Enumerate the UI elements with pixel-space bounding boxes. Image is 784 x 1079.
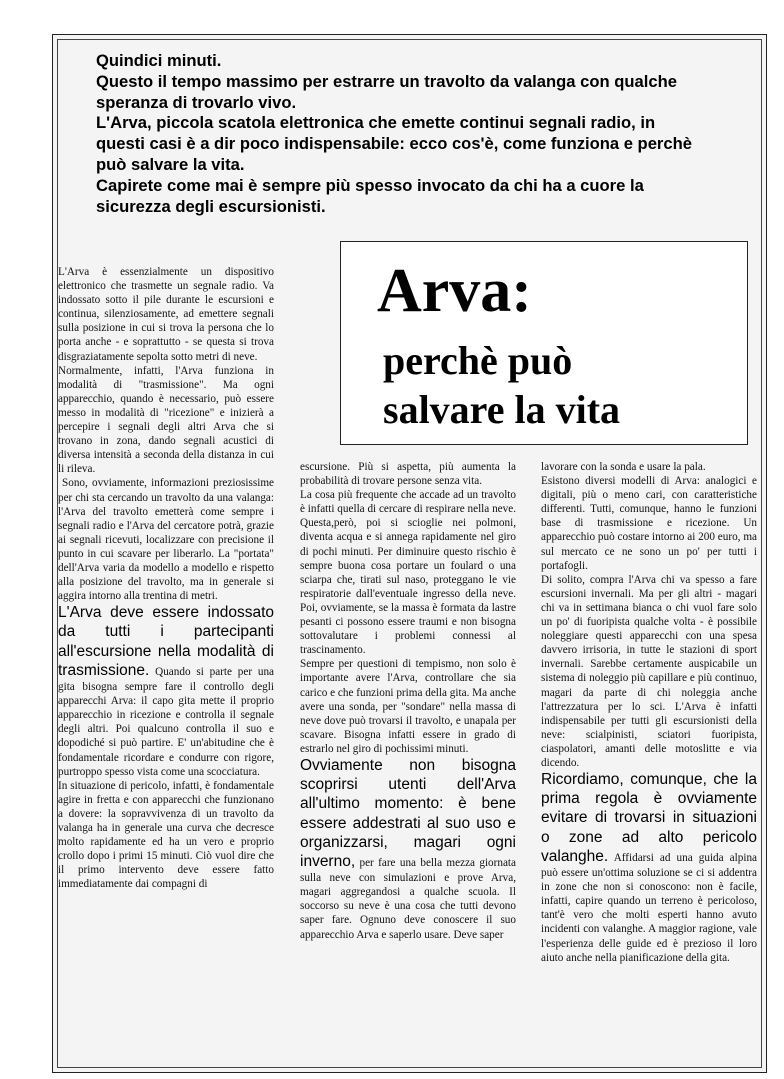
col3-paragraph-4: Affidarsi ad una guida alpina può essere un'ottima soluzione se ci si addentra in zone che non si conoscono: non è facile, infatti, capire quando un terreno è pericoloso, tant'è vero che molti esperti hanno avuto incidenti con valanghe. A maggior ragione, vale l'esperienza delle guide ed è prezioso il loro aiuto anche nella pianificazione della gita. [541,851,757,964]
col1-lead-paragraph [58,603,274,778]
title-box [340,241,748,445]
col3-paragraph-2: Esistono diversi modelli di Arva: analogici e digitali, più o meno cari, con caratteristiche differenti. Tutti, comunque, hanno le funzioni base di trasmissione e ricezione. Un apparecchio può costare intorno ai 200 euro, ma sul mercato ce ne sono un po' per tutti i portafogli. [541,475,757,572]
col2-paragraph-2: La cosa più frequente che accade ad un travolto è infatti quella di cercare di respirare nella neve. Questa,però, poi si scioglie nei polmoni, diventa acqua e si annega rapidamente nel giro di pochi minuti. Per diminuire questo rischio è sempre buona cosa portare un foulard o una sciarpa che, tirati sul naso, proteggano le vie respiratorie dall'eventuale ingresso della neve. Poi, ovviamente, se la massa è formata da lastre pesanti ci possono essere traumi e non bisogna sottovalutare i problemi connessi al trascinamento. [300,489,516,657]
article-title: Arva: [377,257,532,325]
col3-lead-text: Ricordiamo, comunque, che la prima regola è ovviamente evitare di trovarsi in situazioni o zone ad alto pericolo valanghe. [541,771,757,865]
col2-lead-text: Ovviamente non bisogna scoprirsi utenti dell'Arva all'ultimo momento: è bene essere addestrati al suo uso e organizzarsi, magari ogni inverno, [300,756,516,870]
intro-block [96,51,696,217]
col2-lead-paragraph [300,756,516,942]
col1-paragraph-4: Quando si parte per una gita bisogna sempre fare il controllo degli apparecchi Arva: il capo gita mette il proprio apparecchio in ricezione e controlla il segnale degli altri. Poi qualcuno controlla il suo e dopodiché si può partire. E' un'abitudine che è fondamentale ricordare e condurre con rigore, purtroppo spesso vista come una scocciatura. [58,665,275,778]
col3-paragraph-1: lavorare con la sonda e usare la pala. [541,461,706,473]
col1-lead-text: L'Arva deve essere indossato da tutti i partecipanti all'escursione nella modalità di trasmissione. [58,604,274,679]
intro-line-3: L'Arva, piccola scatola elettronica che emette continui segnali radio, in questi casi è a dir poco indispensabile: ecco cos'è, come funziona e perchè può salvare la vita. [96,113,692,174]
subtitle-line-2: salvare la vita [383,387,621,432]
column-2 [300,460,516,942]
col1-paragraph-3: Sono, ovviamente, informazioni preziosissime per chi sta cercando un travolto da una valanga: l'Arva del travolto emetterà come sempre i segnali radio e l'Arva del cercatore potrà, grazie ai segnali ricevuti, localizzare con precisione il punto in cui scavare per liberarlo. La "portata" dell'Arva varia da modello a modello e rispetto alla posizione del travolto, ma in generale si aggira intorno alla trentina di metri. [58,477,274,603]
col3-lead-paragraph [541,770,757,965]
col3-paragraph-3: Di solito, compra l'Arva chi va spesso a fare escursioni invernali. Ma per gli altri - magari chi va in settimana bianca o chi vuol fare solo un po' di fuoripista qualche volta - è possibile noleggiare questi apparecchi con una spesa davvero irrisoria, in tutte le stazioni di sport invernali. Sarebbe certamente auspicabile un sistema di noleggio più capillare e più continuo, magari da parte di chi noleggia anche l'attrezzatura per lo sci. L'Arva è infatti indispensabile per tutti gli escursionisti della neve: scialpinisti, sciatori fuoripista, ciaspolatori, amanti delle motoslitte e via dicendo. [541,573,757,769]
col1-paragraph-1: L'Arva è essenzialmente un dispositivo elettronico che trasmette un segnale radio. Va indossato sotto il pile durante le escursioni e continua, silenziosamente, ad emettere segnali sulla posizione in cui si trova la persona che lo porta anche - e soprattutto - se questa si trova disgraziatamente sepolta sotto metri di neve. [58,266,274,363]
col1-paragraph-2: Normalmente, infatti, l'Arva funziona in modalità di "trasmissione". Ma ogni apparecchio, quando è necessario, può essere messo in modalità di "ricezione" e inizierà a percepire i segnali degli altri Arva che si trovano in zona, dando segnali acustici di diversa intensità a seconda della distanza in cui li rileva. [58,364,274,476]
intro-line-1: Quindici minuti. [96,51,222,70]
intro-line-2: Questo il tempo massimo per estrarre un travolto da valanga con qualche speranza di trovarlo vivo. [96,71,677,112]
column-1 [58,265,274,891]
col2-paragraph-3: Sempre per questioni di tempismo, non solo è importante avere l'Arva, controllare che sia carico e che funzioni prima della gita. Ma anche avere una sonda, per "sondare" nella massa di neve dove può trovarsi il travolto, e unapala per scavare. Bisogna infatti essere in grado di estrarlo nel giro di pochissimi minuti. [300,658,516,755]
col1-paragraph-5: In situazione di pericolo, infatti, è fondamentale agire in fretta e con apparecchi che funzionano a dovere: la sopravvivenza di un travolto da valanga ha in generale una curva che decresce molto rapidamente ed ha un vero e proprio crollo dopo i primi 15 minuti. Ciò vuol dire che il primo intervento deve essere fatto immediatamente dai compagni di [58,779,274,891]
intro-line-4: Capirete come mai è sempre più spesso invocato da chi ha a cuore la sicurezza degli escursionisti. [96,175,644,216]
col2-paragraph-1: escursione. Più si aspetta, più aumenta la probabilità di trovare persone senza vita. [300,461,516,488]
col2-paragraph-4: per fare una bella mezza giornata sulla neve con simulazioni e prove Arva, magari aggregandosi a qualche scuola. Il soccorso su neve è una cosa che tutti devono saper fare. Ognuno deve conoscere il suo apparecchio Arva e saperlo usare. Deve saper [300,856,516,941]
column-3 [541,460,757,965]
article-subtitle [383,336,620,434]
subtitle-line-1: perchè può [383,338,573,383]
